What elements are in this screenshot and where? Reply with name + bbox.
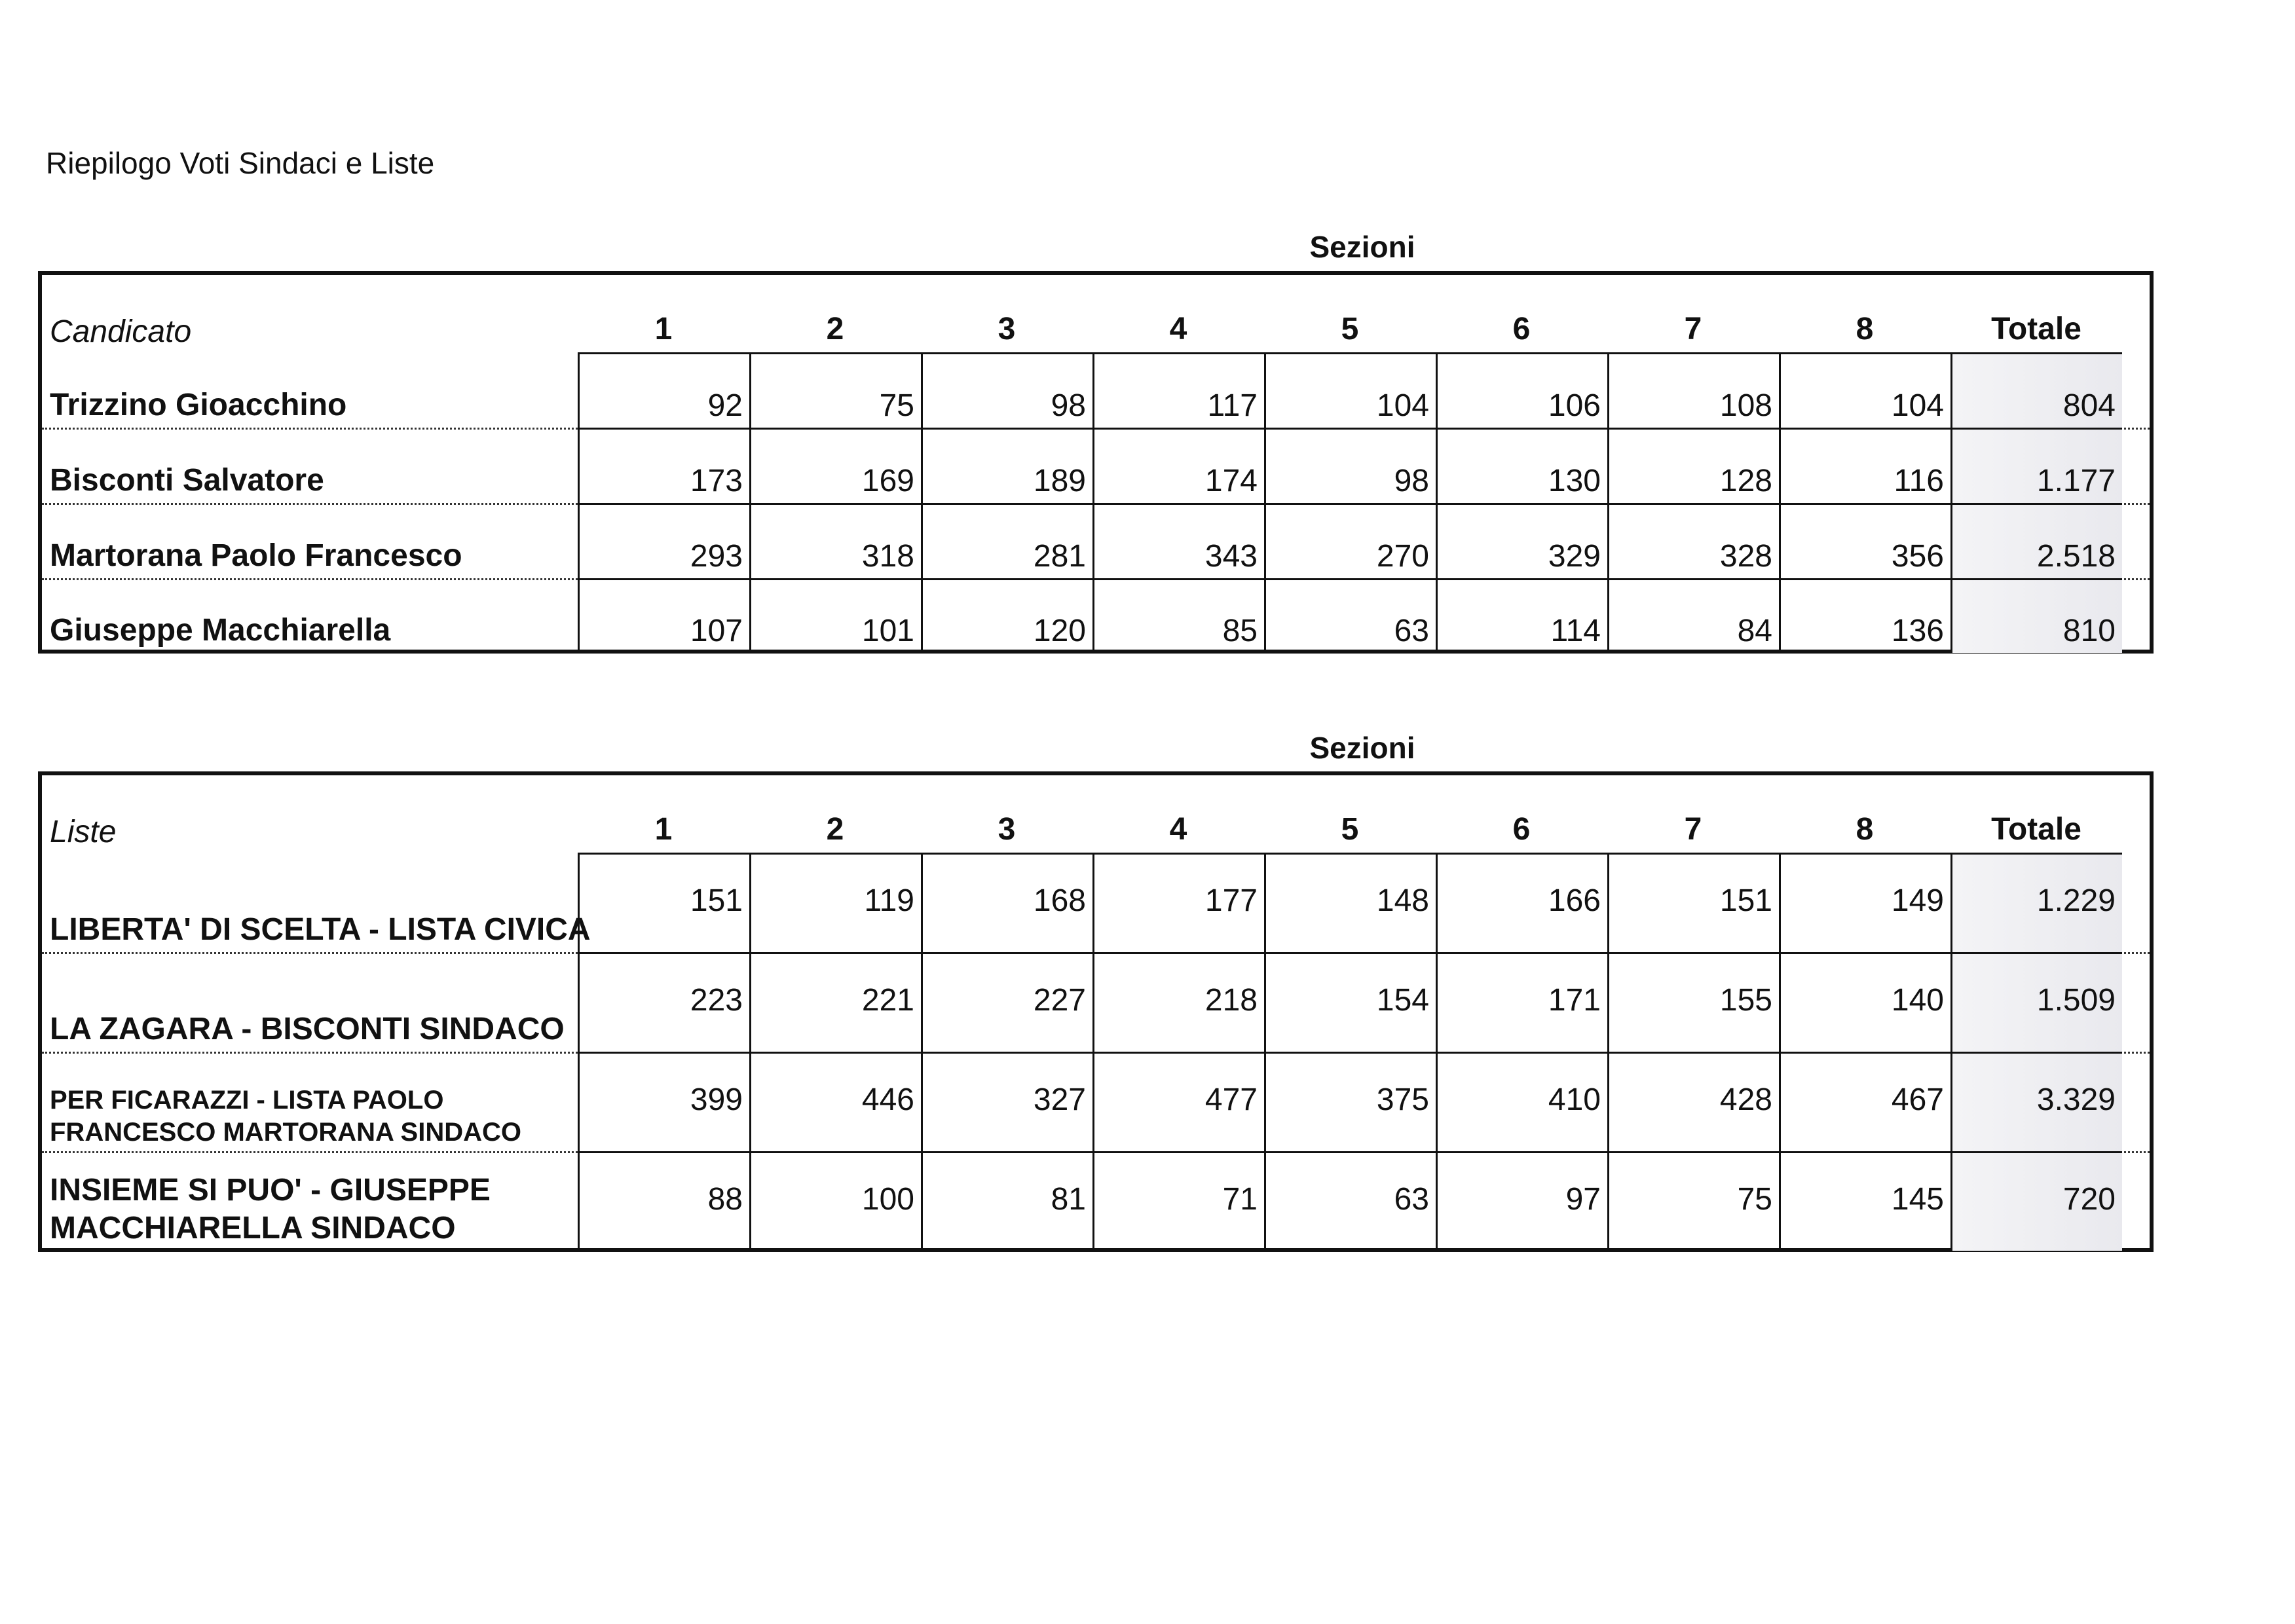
total-cell xyxy=(1950,352,2122,428)
column-header-sezione: 2 xyxy=(826,312,844,346)
cell-value: 446 xyxy=(861,1082,914,1117)
vote-cell xyxy=(1436,1052,1607,1151)
row-name: LIBERTA' DI SCELTA - LISTA CIVICA xyxy=(50,912,591,948)
column-header-totale: Totale xyxy=(1991,812,2081,847)
cell-value: 84 xyxy=(1737,614,1772,648)
vote-cell xyxy=(1436,1151,1607,1251)
vote-cell xyxy=(749,952,921,1052)
cell-value: 88 xyxy=(707,1182,743,1217)
cell-value: 108 xyxy=(1719,388,1772,423)
cell-value: 75 xyxy=(1737,1182,1772,1217)
column-header-sezione: 7 xyxy=(1684,812,1702,847)
total-cell xyxy=(1950,428,2122,503)
vote-cell xyxy=(921,1052,1092,1151)
vote-cell xyxy=(578,853,749,952)
cell-value: 106 xyxy=(1548,388,1601,423)
cell-value: 329 xyxy=(1548,539,1601,574)
column-header-sezione: 2 xyxy=(826,812,844,847)
cell-value: 356 xyxy=(1891,539,1944,574)
vote-cell xyxy=(1436,352,1607,428)
vote-cell xyxy=(1264,428,1436,503)
vote-cell xyxy=(1607,352,1779,428)
cell-value: 151 xyxy=(690,883,743,918)
vote-cell xyxy=(1092,1052,1264,1151)
cell-value: 136 xyxy=(1891,614,1944,648)
cell-value: 107 xyxy=(690,614,743,648)
row-name: Martorana Paolo Francesco xyxy=(50,538,462,574)
vote-cell xyxy=(749,503,921,578)
vote-cell xyxy=(1264,853,1436,952)
cell-value: 116 xyxy=(1894,464,1944,498)
cell-value: 92 xyxy=(707,388,743,423)
total-cell xyxy=(1950,1151,2122,1251)
vote-cell xyxy=(1436,952,1607,1052)
cell-value: 140 xyxy=(1891,983,1944,1018)
vote-cell xyxy=(1436,853,1607,952)
vote-cell xyxy=(1264,1052,1436,1151)
cell-value: 227 xyxy=(1033,983,1086,1018)
table-row xyxy=(42,1052,2150,1153)
cell-value: 155 xyxy=(1719,983,1772,1018)
cell-value: 223 xyxy=(690,983,743,1018)
row-label-header: Candicato xyxy=(50,314,192,349)
table-row xyxy=(42,578,2150,653)
cell-value: 410 xyxy=(1548,1082,1601,1117)
vote-cell xyxy=(1436,578,1607,653)
total-cell xyxy=(1950,578,2122,653)
cell-value: 128 xyxy=(1719,464,1772,498)
vote-cell xyxy=(1092,578,1264,653)
vote-cell xyxy=(921,853,1092,952)
cell-value: 281 xyxy=(1033,539,1086,574)
column-header-sezione: 8 xyxy=(1856,812,1874,847)
cell-value: 166 xyxy=(1548,883,1601,918)
vote-cell xyxy=(1092,503,1264,578)
column-header-sezione: 4 xyxy=(1169,312,1187,346)
vote-cell xyxy=(1607,853,1779,952)
cell-value: 145 xyxy=(1891,1182,1944,1217)
vote-cell xyxy=(1607,503,1779,578)
cell-value: 3.329 xyxy=(2036,1082,2116,1117)
cell-value: 171 xyxy=(1548,983,1601,1018)
row-label-header: Liste xyxy=(50,815,117,849)
vote-cell xyxy=(1779,503,1950,578)
vote-cell xyxy=(1436,428,1607,503)
vote-cell xyxy=(1779,428,1950,503)
vote-cell xyxy=(1607,578,1779,653)
cell-value: 98 xyxy=(1051,388,1086,423)
cell-value: 63 xyxy=(1394,1182,1429,1217)
cell-value: 343 xyxy=(1204,539,1258,574)
vote-cell xyxy=(1092,1151,1264,1251)
column-header-sezione: 3 xyxy=(998,312,1016,346)
vote-cell xyxy=(1436,503,1607,578)
cell-value: 467 xyxy=(1891,1082,1944,1117)
vote-cell xyxy=(749,853,921,952)
cell-value: 1.177 xyxy=(2036,464,2116,498)
vote-cell xyxy=(1092,352,1264,428)
vote-cell xyxy=(921,503,1092,578)
cell-value: 130 xyxy=(1548,464,1601,498)
total-cell xyxy=(1950,853,2122,952)
cell-value: 117 xyxy=(1207,388,1258,423)
table-liste xyxy=(38,771,2154,1252)
cell-value: 169 xyxy=(861,464,914,498)
table-header xyxy=(42,775,2150,853)
vote-cell xyxy=(1779,1052,1950,1151)
table-row xyxy=(42,952,2150,1054)
vote-cell xyxy=(921,352,1092,428)
total-cell xyxy=(1950,952,2122,1052)
cell-value: 189 xyxy=(1033,464,1086,498)
cell-value: 114 xyxy=(1550,614,1601,648)
total-cell xyxy=(1950,1052,2122,1151)
vote-cell xyxy=(578,952,749,1052)
vote-cell xyxy=(749,578,921,653)
cell-value: 149 xyxy=(1891,883,1944,918)
table-row xyxy=(42,853,2150,954)
vote-cell xyxy=(1779,853,1950,952)
vote-cell xyxy=(1779,952,1950,1052)
cell-value: 720 xyxy=(2062,1182,2116,1217)
cell-value: 168 xyxy=(1033,883,1086,918)
cell-value: 81 xyxy=(1051,1182,1086,1217)
cell-value: 327 xyxy=(1033,1082,1086,1117)
column-header-sezione: 1 xyxy=(654,312,673,346)
cell-value: 100 xyxy=(861,1182,914,1217)
cell-value: 75 xyxy=(879,388,914,423)
table-row xyxy=(42,1151,2150,1251)
vote-cell xyxy=(1779,352,1950,428)
vote-cell xyxy=(1264,1151,1436,1251)
table-row xyxy=(42,503,2150,580)
vote-cell xyxy=(1264,952,1436,1052)
cell-value: 810 xyxy=(2062,614,2116,648)
cell-value: 173 xyxy=(690,464,743,498)
cell-value: 97 xyxy=(1565,1182,1601,1217)
table-row xyxy=(42,352,2150,430)
column-header-sezione: 6 xyxy=(1512,812,1531,847)
column-header-sezione: 1 xyxy=(654,812,673,847)
cell-value: 804 xyxy=(2062,388,2116,423)
row-name: Bisconti Salvatore xyxy=(50,463,324,498)
vote-cell xyxy=(578,352,749,428)
table-header xyxy=(42,275,2150,352)
vote-cell xyxy=(578,503,749,578)
table-sindaci xyxy=(38,271,2154,654)
cell-value: 1.229 xyxy=(2036,883,2116,918)
cell-value: 85 xyxy=(1222,614,1258,648)
sezioni-header-sindaci: Sezioni xyxy=(1309,230,1415,264)
cell-value: 101 xyxy=(861,614,914,648)
column-header-sezione: 7 xyxy=(1684,312,1702,346)
cell-value: 148 xyxy=(1376,883,1429,918)
vote-cell xyxy=(921,578,1092,653)
column-header-sezione: 4 xyxy=(1169,812,1187,847)
column-header-sezione: 3 xyxy=(998,812,1016,847)
vote-cell xyxy=(921,1151,1092,1251)
row-name: INSIEME SI PUO' - GIUSEPPE MACCHIARELLA SINDACO xyxy=(50,1172,491,1246)
cell-value: 270 xyxy=(1376,539,1429,574)
column-header-totale: Totale xyxy=(1991,312,2081,346)
vote-cell xyxy=(1092,428,1264,503)
vote-cell xyxy=(1092,853,1264,952)
vote-cell xyxy=(749,352,921,428)
cell-value: 104 xyxy=(1376,388,1429,423)
vote-cell xyxy=(1264,503,1436,578)
cell-value: 71 xyxy=(1222,1182,1258,1217)
cell-value: 1.509 xyxy=(2036,983,2116,1018)
row-name: LA ZAGARA - BISCONTI SINDACO xyxy=(50,1012,565,1047)
cell-value: 428 xyxy=(1719,1082,1772,1117)
row-name: Giuseppe Macchiarella xyxy=(50,613,391,648)
cell-value: 119 xyxy=(864,883,914,918)
sezioni-header-liste: Sezioni xyxy=(1309,731,1415,765)
cell-value: 328 xyxy=(1719,539,1772,574)
cell-value: 399 xyxy=(690,1082,743,1117)
cell-value: 174 xyxy=(1204,464,1258,498)
row-name: PER FICARAZZI - LISTA PAOLO FRANCESCO MARTORANA SINDACO xyxy=(50,1086,521,1147)
vote-cell xyxy=(578,428,749,503)
page-title: Riepilogo Voti Sindaci e Liste xyxy=(46,146,435,180)
cell-value: 104 xyxy=(1891,388,1944,423)
vote-cell xyxy=(578,1151,749,1251)
vote-cell xyxy=(1607,1052,1779,1151)
cell-value: 375 xyxy=(1376,1082,1429,1117)
column-header-sezione: 5 xyxy=(1341,812,1359,847)
row-name: Trizzino Gioacchino xyxy=(50,388,347,423)
vote-cell xyxy=(1607,428,1779,503)
vote-cell xyxy=(1779,1151,1950,1251)
cell-value: 154 xyxy=(1376,983,1429,1018)
vote-cell xyxy=(1264,578,1436,653)
cell-value: 318 xyxy=(861,539,914,574)
vote-cell xyxy=(749,428,921,503)
cell-value: 477 xyxy=(1204,1082,1258,1117)
cell-value: 177 xyxy=(1204,883,1258,918)
vote-cell xyxy=(1264,352,1436,428)
cell-value: 2.518 xyxy=(2036,539,2116,574)
vote-cell xyxy=(1607,952,1779,1052)
vote-cell xyxy=(1607,1151,1779,1251)
cell-value: 221 xyxy=(861,983,914,1018)
cell-value: 218 xyxy=(1204,983,1258,1018)
vote-cell xyxy=(578,1052,749,1151)
column-header-sezione: 6 xyxy=(1512,312,1531,346)
vote-cell xyxy=(921,952,1092,1052)
table-row xyxy=(42,428,2150,505)
cell-value: 151 xyxy=(1719,883,1772,918)
cell-value: 293 xyxy=(690,539,743,574)
vote-cell xyxy=(921,428,1092,503)
vote-cell xyxy=(749,1052,921,1151)
total-cell xyxy=(1950,503,2122,578)
column-header-sezione: 8 xyxy=(1856,312,1874,346)
vote-cell xyxy=(749,1151,921,1251)
cell-value: 63 xyxy=(1394,614,1429,648)
vote-cell xyxy=(1092,952,1264,1052)
cell-value: 120 xyxy=(1033,614,1086,648)
vote-cell xyxy=(1779,578,1950,653)
column-header-sezione: 5 xyxy=(1341,312,1359,346)
cell-value: 98 xyxy=(1394,464,1429,498)
vote-cell xyxy=(578,578,749,653)
